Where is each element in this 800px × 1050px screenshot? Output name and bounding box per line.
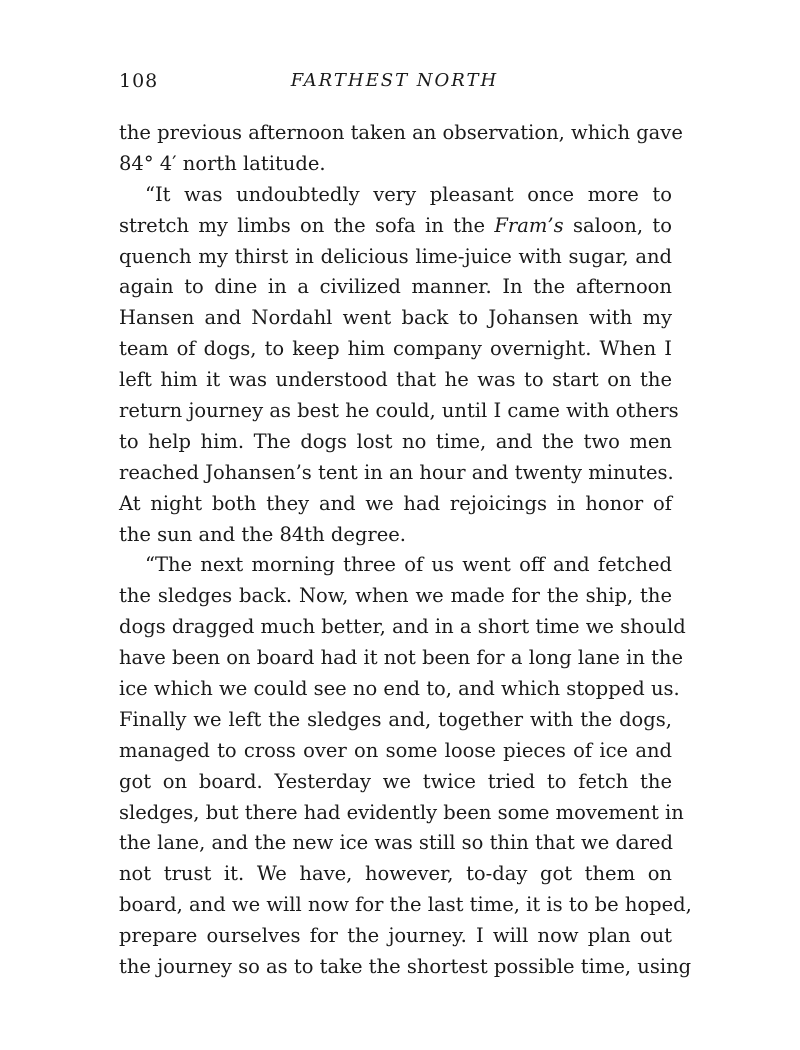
text-line: left him it was understood that he was to start on the — [119, 368, 672, 392]
text-line: ice which we could see no end to, and which stopped us. — [119, 677, 680, 701]
paragraph-start-line: “It was undoubtedly very pleasant once more to — [145, 182, 672, 206]
paragraph-start-line: “The next morning three of us went off and fetched — [145, 553, 672, 577]
text-fragment: stretch my limbs on the sofa in the — [119, 213, 495, 237]
text-line: the previous afternoon taken an observation, which gave — [119, 121, 683, 144]
text-line: not trust it. We have, however, to-day got them on — [119, 862, 672, 886]
body-text — [119, 118, 692, 983]
text-line: quench my thirst in delicious lime-juice with sugar, and — [119, 244, 672, 268]
text-line: the sledges back. Now, when we made for the ship, the — [119, 584, 672, 608]
text-line: prepare ourselves for the journey. I will now plan out — [119, 924, 672, 948]
running-title: FARTHEST NORTH — [290, 70, 499, 91]
text-line: dogs dragged much better, and in a short time we should — [119, 615, 686, 639]
text-line: the lane, and the new ice was still so thin that we dared — [119, 831, 673, 855]
text-line: return journey as best he could, until I came with others — [119, 399, 679, 423]
text-line: to help him. The dogs lost no time, and the two men — [119, 429, 672, 453]
page-number: 108 — [119, 70, 159, 92]
text-line: got on board. Yesterday we twice tried to fetch the — [119, 769, 672, 793]
page-header — [119, 70, 670, 96]
text-line: board, and we will now for the last time, it is to be hoped, — [119, 893, 692, 917]
text-line: team of dogs, to keep him company overnight. When I — [119, 337, 672, 361]
text-line: the journey so as to take the shortest possible time, using — [119, 955, 692, 979]
text-line: managed to cross over on some loose pieces of ice and — [119, 738, 672, 762]
ship-name-italic: Fram’s — [494, 213, 564, 237]
text-line: Finally we left the sledges and, together with the dogs, — [119, 707, 672, 731]
text-line: reached Johansen’s tent in an hour and twenty minutes. — [119, 460, 674, 484]
text-line — [119, 211, 672, 242]
text-line: 84° 4′ north latitude. — [119, 151, 326, 175]
text-fragment: saloon, to — [563, 213, 672, 237]
text-line: the sun and the 84th degree. — [119, 522, 406, 546]
text-line: again to dine in a civilized manner. In the afternoon — [119, 275, 672, 299]
text-line: have been on board had it not been for a long lane in the — [119, 646, 684, 670]
text-line: Hansen and Nordahl went back to Johansen with my — [119, 306, 672, 330]
text-line: sledges, but there had evidently been some movement in — [119, 800, 684, 824]
text-line: At night both they and we had rejoicings in honor of — [119, 491, 672, 515]
